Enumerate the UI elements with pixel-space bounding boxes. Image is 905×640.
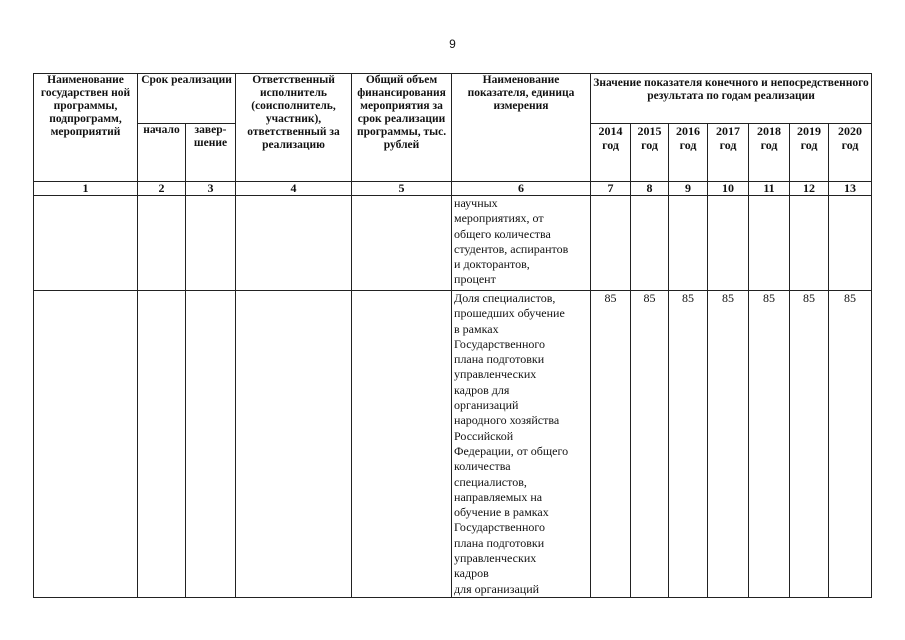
cell-value-2015: 85 (631, 291, 669, 598)
cell-responsible (236, 291, 352, 598)
column-number: 1 (34, 182, 138, 196)
header-responsible: Ответственный исполнитель (соисполнитель, участник), ответственный за реализацию (236, 74, 352, 182)
page-number: 9 (449, 37, 456, 51)
header-year-2014: 2014 год (591, 124, 631, 182)
cell-value-2020: 85 (829, 291, 872, 598)
header-start: начало (138, 124, 186, 182)
cell-value (749, 196, 790, 291)
cell-end (186, 196, 236, 291)
cell-indicator: Доля специалистов, прошедших обучение в рамках Государственного плана подготовки управленческих кадров для организаций народного хозяйства Российской Федерации, от общего количества специалистов, направляемых на обучение в рамках Государственного плана подготовки управленческих кадров для организаций (452, 291, 591, 598)
cell-value-2014: 85 (591, 291, 631, 598)
cell-financing (352, 291, 452, 598)
header-end: завер-шение (186, 124, 236, 182)
cell-start (138, 291, 186, 598)
header-financing: Общий объем финансирования мероприятия за срок реализации программы, тыс. рублей (352, 74, 452, 182)
cell-financing (352, 196, 452, 291)
cell-value-2018: 85 (749, 291, 790, 598)
table-row (34, 196, 872, 291)
cell-value (790, 196, 829, 291)
cell-program (34, 196, 138, 291)
cell-responsible (236, 196, 352, 291)
cell-value-2017: 85 (708, 291, 749, 598)
column-number: 10 (708, 182, 749, 196)
column-number: 12 (790, 182, 829, 196)
header-term: Срок реализации (138, 74, 236, 124)
cell-value (829, 196, 872, 291)
cell-value (591, 196, 631, 291)
header-year-2016: 2016 год (669, 124, 708, 182)
cell-value-2016: 85 (669, 291, 708, 598)
cell-value-2019: 85 (790, 291, 829, 598)
column-number: 7 (591, 182, 631, 196)
cell-value (631, 196, 669, 291)
cell-program (34, 291, 138, 598)
table-row (34, 291, 872, 598)
column-numbers-row (34, 182, 872, 196)
column-number: 11 (749, 182, 790, 196)
header-year-2017: 2017 год (708, 124, 749, 182)
column-number: 3 (186, 182, 236, 196)
cell-start (138, 196, 186, 291)
header-program-name: Наименование государствен ной программы, подпрограмм, мероприятий (34, 74, 138, 182)
cell-end (186, 291, 236, 598)
cell-value (708, 196, 749, 291)
indicators-table (33, 73, 872, 598)
column-number: 13 (829, 182, 872, 196)
column-number: 8 (631, 182, 669, 196)
column-number: 4 (236, 182, 352, 196)
cell-indicator: научных мероприятиях, от общего количества студентов, аспирантов и докторантов, процент (452, 196, 591, 291)
header-year-2019: 2019 год (790, 124, 829, 182)
cell-value (669, 196, 708, 291)
header-year-2015: 2015 год (631, 124, 669, 182)
header-year-2018: 2018 год (749, 124, 790, 182)
header-values-by-year: Значение показателя конечного и непосредственного результата по годам реализации (591, 74, 872, 124)
column-number: 5 (352, 182, 452, 196)
header-indicator-name: Наименование показателя, единица измерения (452, 74, 591, 182)
header-year-2020: 2020 год (829, 124, 872, 182)
column-number: 9 (669, 182, 708, 196)
column-number: 6 (452, 182, 591, 196)
column-number: 2 (138, 182, 186, 196)
